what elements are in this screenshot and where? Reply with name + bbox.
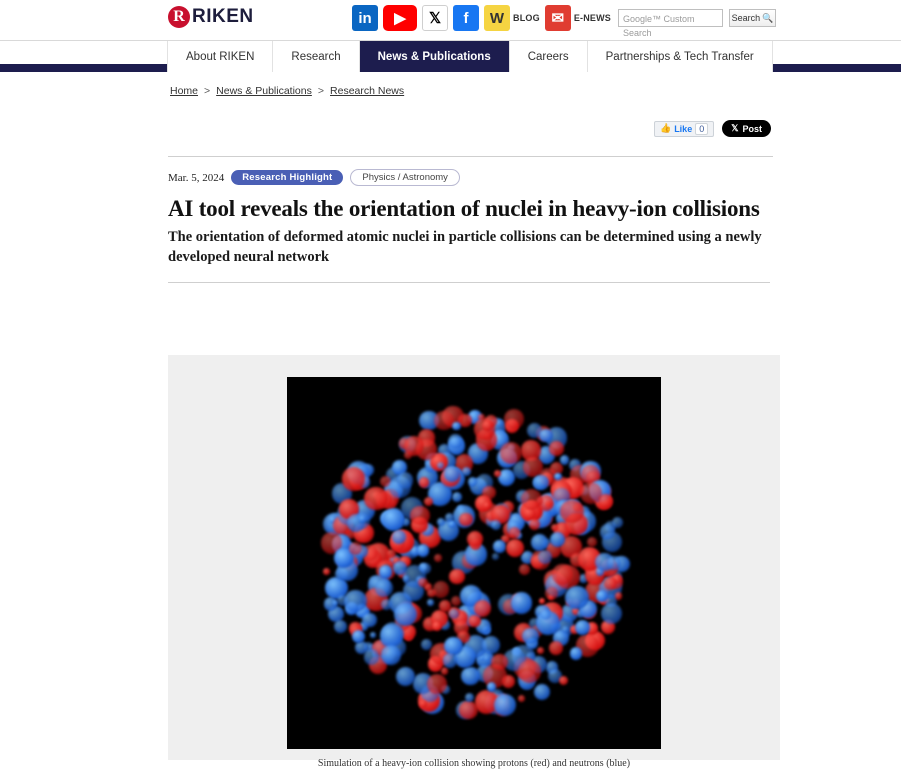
nav-item-careers[interactable]: Careers [509,41,588,72]
figure-caption: Simulation of a heavy-ion collision showing protons (red) and neutrons (blue) [317,758,631,769]
nucleus-simulation-image [287,377,661,749]
nav-item-research[interactable]: Research [272,41,359,72]
breadcrumb-separator: > [317,85,325,97]
social-youtube[interactable] [383,5,417,31]
nav-item-partnerships[interactable]: Partnerships & Tech Transfer [587,41,773,72]
search-icon: 🔍 [762,12,774,23]
share-buttons [654,120,771,137]
facebook-icon: f [453,5,479,31]
enews-label: E-NEWS [573,13,612,23]
breadcrumb [170,85,404,97]
breadcrumb-item-research-news[interactable]: Research News [330,85,405,97]
article-meta [168,156,773,186]
social-blog[interactable] [484,5,540,31]
x-icon: 𝕏 [731,123,739,133]
page-title: AI tool reveals the orientation of nuclei in heavy-ion collisions [168,196,760,221]
nav-item-news-publications[interactable]: News & Publications [359,41,510,72]
social-linkedin[interactable] [352,5,378,31]
article-figure [168,355,780,760]
search-button[interactable] [729,9,776,27]
social-x[interactable] [422,5,448,31]
riken-logo-text: RIKEN [192,6,254,27]
blog-label: BLOG [513,13,540,23]
tag-research-highlight[interactable]: Research Highlight [231,170,343,185]
facebook-like-label: Like [674,123,693,134]
x-post-label: Post [742,123,762,134]
nucleus-render [324,413,624,713]
site-header [0,0,901,41]
social-enews[interactable] [545,5,611,31]
article-subhead: The orientation of deformed atomic nuclei in particle collisions can be determined using a newly developed neural network [168,228,770,282]
breadcrumb-separator: > [204,85,211,97]
tag-physics-astronomy[interactable]: Physics / Astronomy [350,169,460,186]
blog-icon: W [484,5,510,31]
thumbs-up-icon: 👍 [659,123,672,133]
facebook-like-button[interactable] [654,121,714,137]
breadcrumb-item-news-publications[interactable]: News & Publications [216,85,312,97]
x-post-button[interactable] [722,120,771,137]
facebook-like-count: 0 [695,123,708,135]
riken-logo[interactable] [168,6,254,28]
nav-item-about-riken[interactable]: About RIKEN [167,41,273,72]
youtube-icon: ▶ [383,5,417,31]
linkedin-icon: in [352,5,378,31]
main-navigation [0,41,901,72]
search-button-label: Search [731,13,761,23]
search-input[interactable]: Google™ Custom Search [618,9,723,27]
social-facebook[interactable] [453,5,479,31]
breadcrumb-item-home[interactable]: Home [170,85,199,97]
riken-logo-mark: R [168,6,190,28]
article-date: Mar. 5, 2024 [168,171,225,184]
social-links [352,5,611,31]
article-header [168,156,773,283]
enews-icon: ✉ [545,5,571,31]
x-icon: 𝕏 [422,5,448,31]
